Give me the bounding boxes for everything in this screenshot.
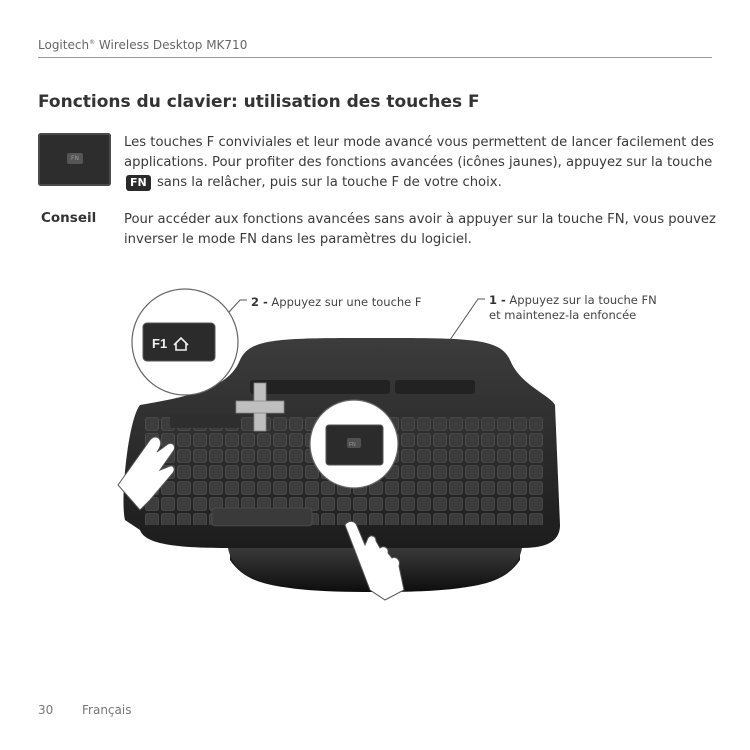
tip-text: Pour accéder aux fonctions avancées sans avoir à appuyer sur la touche FN, vous pouvez inverser le mode FN dans les paramètres du logiciel.: [124, 212, 716, 247]
page-number: 30: [38, 703, 54, 717]
footer-language: Français: [82, 703, 132, 717]
callout-step-1-number: 1 -: [489, 293, 506, 307]
intro-text-1: Les touches F conviviales et leur mode avancé vous permettent de lancer facilement des applications. Pour profiter des fonctions avancées (icônes jaunes), appuyez sur la touche: [124, 135, 714, 170]
fn-zoom-circle: [310, 400, 398, 488]
fn-key-badge: FN: [126, 175, 151, 191]
f1-key-label: F1: [152, 336, 168, 351]
brand-name: Logitech: [38, 38, 90, 52]
callout-step-1-text-line2: et maintenez-la enfoncée: [489, 308, 637, 322]
callout-step-1-text-line1: Appuyez sur la touche FN: [505, 293, 657, 307]
product-name: Wireless Desktop MK710: [95, 38, 248, 52]
registered-mark: ®: [89, 39, 96, 46]
tip-label: Conseil: [41, 210, 97, 226]
f1-zoom-circle: [132, 289, 238, 395]
callout-step-2-text: Appuyez sur une touche F: [267, 295, 422, 309]
fn-key-thumbnail-label: FN: [67, 153, 83, 164]
fn-key-zoom-label: FN: [349, 442, 356, 448]
intro-text-2: sans la relâcher, puis sur la touche F de votre choix.: [156, 175, 502, 190]
page-title: Fonctions du clavier: utilisation des touches F: [38, 92, 480, 112]
callout-step-2-number: 2 -: [251, 295, 268, 309]
